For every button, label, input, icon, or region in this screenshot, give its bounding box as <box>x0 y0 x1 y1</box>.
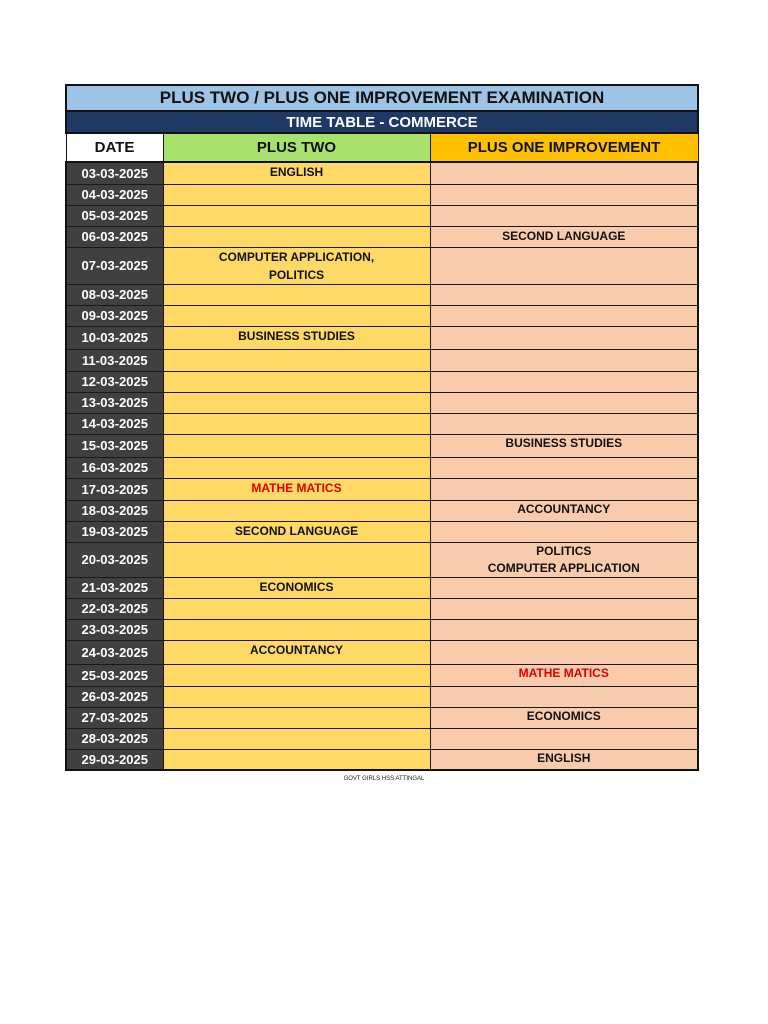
table-row <box>66 247 698 284</box>
plus-one-subject-cell: POLITICS COMPUTER APPLICATION <box>430 542 698 577</box>
date-cell: 12-03-2025 <box>66 371 163 392</box>
plus-one-subject-cell <box>430 349 698 371</box>
footer-school-name: GOVT GIRLS HSS ATTINGAL <box>343 776 425 782</box>
date-cell: 04-03-2025 <box>66 184 163 205</box>
date-cell: 15-03-2025 <box>66 434 163 457</box>
date-cell: 22-03-2025 <box>66 598 163 619</box>
table-row <box>66 619 698 640</box>
table-row <box>66 371 698 392</box>
table-row <box>66 413 698 434</box>
table-row <box>66 707 698 728</box>
plus-one-subject-cell <box>430 478 698 500</box>
plus-one-subject-cell: ENGLISH <box>430 749 698 770</box>
plus-one-subject-cell <box>430 686 698 707</box>
table-row <box>66 205 698 226</box>
date-cell: 03-03-2025 <box>66 162 163 184</box>
date-cell: 11-03-2025 <box>66 349 163 371</box>
table-row <box>66 542 698 577</box>
table-row <box>66 284 698 305</box>
plus-two-subject-cell <box>163 226 430 247</box>
table-row <box>66 326 698 349</box>
plus-one-subject-cell <box>430 619 698 640</box>
plus-two-subject-cell <box>163 349 430 371</box>
plus-two-subject-cell <box>163 542 430 577</box>
plus-two-subject-cell <box>163 371 430 392</box>
plus-one-subject-cell <box>430 371 698 392</box>
column-header-plus-one: PLUS ONE IMPROVEMENT <box>430 133 698 162</box>
plus-two-subject-cell <box>163 598 430 619</box>
column-header-date: DATE <box>66 133 163 162</box>
plus-two-subject-cell: ECONOMICS <box>163 577 430 598</box>
date-cell: 08-03-2025 <box>66 284 163 305</box>
table-row <box>66 184 698 205</box>
table-row <box>66 226 698 247</box>
plus-two-subject-cell: COMPUTER APPLICATION, POLITICS <box>163 247 430 284</box>
plus-one-subject-cell <box>430 413 698 434</box>
table-row <box>66 728 698 749</box>
table-row <box>66 640 698 664</box>
plus-two-subject-cell <box>163 619 430 640</box>
date-cell: 14-03-2025 <box>66 413 163 434</box>
plus-one-subject-cell: ECONOMICS <box>430 707 698 728</box>
table-row <box>66 686 698 707</box>
date-cell: 29-03-2025 <box>66 749 163 770</box>
page-subtitle: TIME TABLE - COMMERCE <box>66 111 698 133</box>
date-cell: 16-03-2025 <box>66 457 163 478</box>
date-cell: 23-03-2025 <box>66 619 163 640</box>
column-header-plus-two: PLUS TWO <box>163 133 430 162</box>
date-cell: 10-03-2025 <box>66 326 163 349</box>
table-row <box>66 521 698 542</box>
plus-two-subject-cell <box>163 205 430 226</box>
date-cell: 26-03-2025 <box>66 686 163 707</box>
plus-one-subject-cell: BUSINESS STUDIES <box>430 434 698 457</box>
plus-one-subject-cell <box>430 457 698 478</box>
table-row <box>66 500 698 521</box>
plus-one-subject-cell <box>430 162 698 184</box>
table-row <box>66 392 698 413</box>
plus-one-subject-cell <box>430 640 698 664</box>
date-cell: 06-03-2025 <box>66 226 163 247</box>
date-cell: 18-03-2025 <box>66 500 163 521</box>
plus-one-subject-cell <box>430 184 698 205</box>
plus-two-subject-cell <box>163 284 430 305</box>
table-row <box>66 577 698 598</box>
plus-one-subject-cell <box>430 392 698 413</box>
plus-one-subject-cell <box>430 728 698 749</box>
plus-one-subject-cell <box>430 577 698 598</box>
plus-two-subject-cell <box>163 392 430 413</box>
plus-one-subject-cell <box>430 247 698 284</box>
table-row <box>66 162 698 184</box>
plus-one-subject-cell: SECOND LANGUAGE <box>430 226 698 247</box>
timetable <box>65 84 699 771</box>
date-cell: 19-03-2025 <box>66 521 163 542</box>
date-cell: 24-03-2025 <box>66 640 163 664</box>
plus-two-subject-cell: ENGLISH <box>163 162 430 184</box>
plus-two-subject-cell <box>163 664 430 686</box>
date-cell: 07-03-2025 <box>66 247 163 284</box>
timetable-sheet <box>65 84 697 771</box>
plus-two-subject-cell <box>163 686 430 707</box>
date-cell: 17-03-2025 <box>66 478 163 500</box>
plus-two-subject-cell <box>163 707 430 728</box>
date-cell: 21-03-2025 <box>66 577 163 598</box>
table-row <box>66 457 698 478</box>
plus-two-subject-cell <box>163 457 430 478</box>
plus-one-subject-cell: ACCOUNTANCY <box>430 500 698 521</box>
date-cell: 25-03-2025 <box>66 664 163 686</box>
plus-two-subject-cell: SECOND LANGUAGE <box>163 521 430 542</box>
plus-one-subject-cell <box>430 598 698 619</box>
table-row <box>66 598 698 619</box>
plus-two-subject-cell <box>163 434 430 457</box>
table-row <box>66 349 698 371</box>
date-cell: 13-03-2025 <box>66 392 163 413</box>
plus-two-subject-cell <box>163 184 430 205</box>
plus-two-subject-cell <box>163 728 430 749</box>
plus-one-subject-cell <box>430 326 698 349</box>
table-row <box>66 434 698 457</box>
date-cell: 05-03-2025 <box>66 205 163 226</box>
table-row <box>66 749 698 770</box>
plus-one-subject-cell <box>430 305 698 326</box>
table-row <box>66 664 698 686</box>
plus-two-subject-cell <box>163 500 430 521</box>
plus-one-subject-cell <box>430 205 698 226</box>
table-row <box>66 478 698 500</box>
plus-two-subject-cell: MATHE MATICS <box>163 478 430 500</box>
date-cell: 27-03-2025 <box>66 707 163 728</box>
plus-two-subject-cell: ACCOUNTANCY <box>163 640 430 664</box>
page-title: PLUS TWO / PLUS ONE IMPROVEMENT EXAMINATION <box>66 85 698 111</box>
plus-one-subject-cell <box>430 521 698 542</box>
date-cell: 28-03-2025 <box>66 728 163 749</box>
table-row <box>66 305 698 326</box>
plus-two-subject-cell <box>163 305 430 326</box>
plus-two-subject-cell: BUSINESS STUDIES <box>163 326 430 349</box>
date-cell: 20-03-2025 <box>66 542 163 577</box>
plus-one-subject-cell <box>430 284 698 305</box>
plus-one-subject-cell: MATHE MATICS <box>430 664 698 686</box>
date-cell: 09-03-2025 <box>66 305 163 326</box>
plus-two-subject-cell <box>163 749 430 770</box>
plus-two-subject-cell <box>163 413 430 434</box>
